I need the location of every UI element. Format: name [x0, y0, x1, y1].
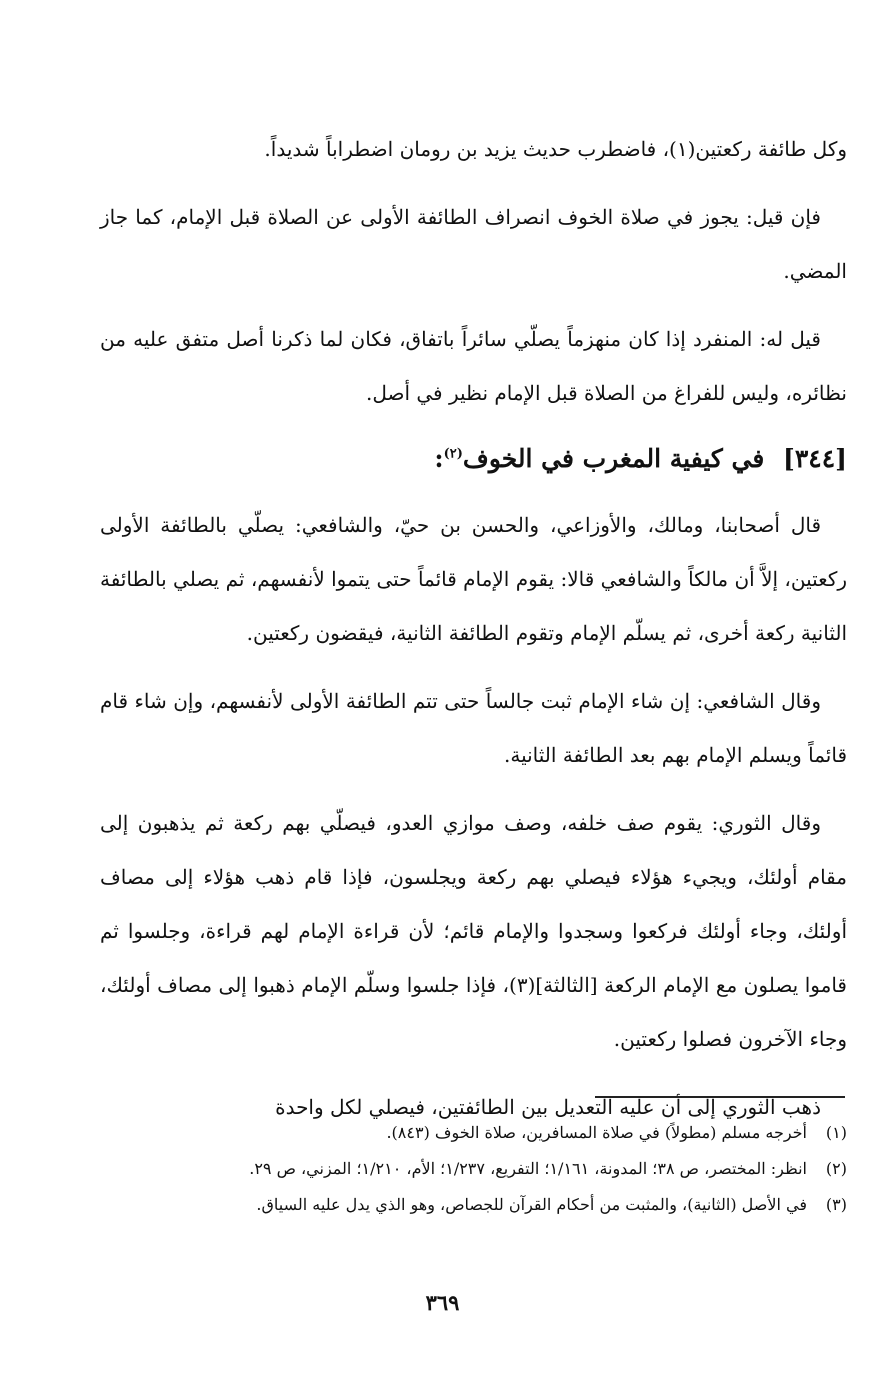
- section-number: [٣٤٤]: [783, 444, 847, 473]
- section-paragraph-3: وقال الثوري: يقوم صف خلفه، وصف موازي العدو، فيصلّي بهم ركعة ثم يذهبون إلى مقام أولئك، ويجيء هؤلاء فيصلي بهم ركعة ويجلسون، فإذا قام ذهب هؤلاء إلى مصاف أولئك، وجاء أولئك فركعوا وسجدوا والإمام قائم؛ لأن قراءة الإمام لهم قراءة، وجلسوا ثم قاموا يصلون مع الإمام الركعة [الثالثة](٣)، فإذا جلسوا وسلّم الإمام ذهبوا إلى مصاف أولئك، وجاء الآخرون فصلوا ركعتين.: [100, 811, 848, 1051]
- main-text: [100, 122, 847, 1148]
- footnote-separator: [595, 1096, 845, 1098]
- paragraph-1: وكل طائفة ركعتين(١)، فاضطرب حديث يزيد بن رومان اضطراباً شديداً.: [264, 137, 847, 161]
- footnote-number: (٢): [825, 1159, 847, 1178]
- paragraph-3: قيل له: المنفرد إذا كان منهزماً يصلّي سائراً باتفاق، فكان لما ذكرنا أصل متفق عليه من نظائره، وليس للفراغ من الصلاة قبل الإمام نظير في أصل.: [100, 327, 847, 405]
- footnote-text: انظر: المختصر، ص ٣٨؛ المدونة، ١/١٦١؛ التفريع، ١/٢٣٧؛ الأم، ١/٢١٠؛ المزني، ص ٢٩.: [249, 1159, 807, 1178]
- paragraph-2: فإن قيل: يجوز في صلاة الخوف انصراف الطائفة الأولى عن الصلاة قبل الإمام، كما جاز المضي.: [100, 205, 847, 283]
- section-paragraph-4: ذهب الثوري إلى أن عليه التعديل بين الطائفتين، فيصلي لكل واحدة: [275, 1095, 821, 1119]
- section-suffix: :: [434, 444, 444, 473]
- footnote-item: [95, 1117, 847, 1149]
- section-paragraph-2: وقال الشافعي: إن شاء الإمام ثبت جالساً حتى تتم الطائفة الأولى لأنفسهم، وإن شاء قام قائماً ويسلم الإمام بهم بعد الطائفة الثانية.: [100, 689, 847, 767]
- footnotes: [95, 1117, 847, 1225]
- footnote-ref: (٢): [443, 446, 463, 462]
- footnote-number: (١): [825, 1123, 847, 1142]
- footnote-number: (٣): [825, 1195, 847, 1214]
- page-number: ٣٦٩: [425, 1290, 460, 1315]
- section-title: في كيفية المغرب في الخوف: [462, 444, 765, 473]
- footnote-text: أخرجه مسلم (مطولاً) في صلاة المسافرين، صلاة الخوف (٨٤٣).: [386, 1123, 807, 1142]
- footnote-item: [95, 1189, 847, 1221]
- footnote-text: في الأصل (الثانية)، والمثبت من أحكام القرآن للجصاص، وهو الذي يدل عليه السياق.: [256, 1195, 807, 1214]
- footnote-item: [95, 1153, 847, 1185]
- section-heading: [100, 434, 847, 484]
- section-paragraph-1: قال أصحابنا، ومالك، والأوزاعي، والحسن بن حيّ، والشافعي: يصلّي بالطائفة الأولى ركعتين، إلاَّ أن مالكاً والشافعي قالا: يقوم الإمام قائماً حتى يتموا لأنفسهم، ثم يصلي بالطائفة الثانية ركعة أخرى، ثم يسلّم الإمام وتقوم الطائفة الثانية، فيقضون ركعتين.: [100, 513, 848, 645]
